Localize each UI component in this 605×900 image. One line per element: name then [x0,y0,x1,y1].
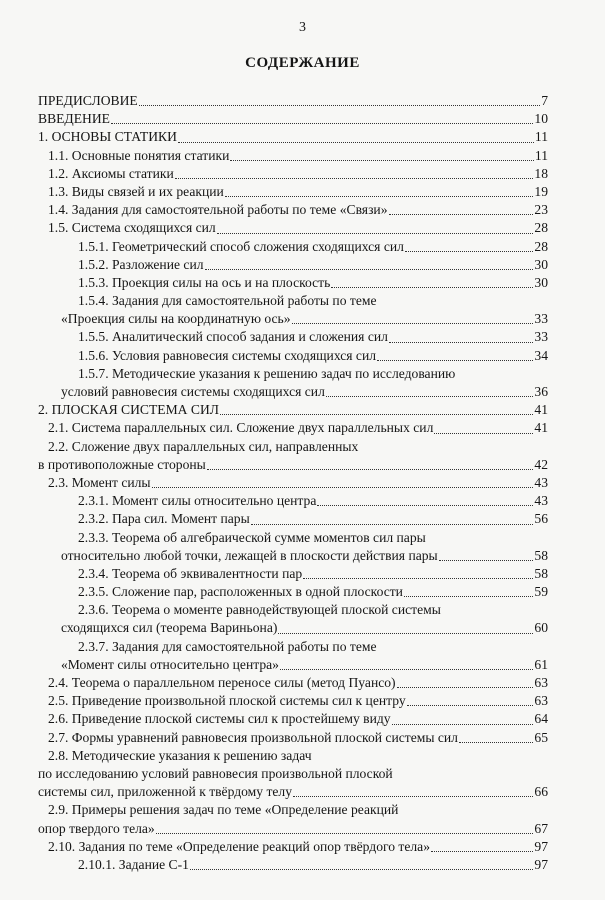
toc-entry-page: 97 [534,856,548,872]
toc-entry-title: 2.10.1. Задание С-1 [78,856,189,872]
toc-entry-title: 1.3. Виды связей и их реакции [48,183,224,199]
toc-entry-title: 2.3.7. Задания для самостоятельной работы по теме [78,638,377,654]
toc-entry-line [38,128,548,146]
dot-leader [220,414,533,415]
toc-entry-line [38,419,548,437]
toc-entry [38,274,548,292]
toc-entry-title: 2.9. Примеры решения задач по теме «Определение реакций [48,802,399,818]
toc-entry [38,347,548,365]
toc-entry [38,529,548,565]
toc-entry-line [38,256,548,274]
toc-entry [38,474,548,492]
toc-entry-page: 58 [534,565,548,581]
toc-entry-line [38,274,548,292]
dot-leader [389,214,534,215]
toc-entry-line [38,729,548,747]
toc-entry-line [38,692,548,710]
toc-entry-line [38,619,548,637]
toc-entry [38,256,548,274]
toc-entry-title: 2.3.3. Теорема об алгебраической сумме моментов сил пары [78,529,426,545]
toc-entry-page: 43 [534,493,548,509]
dot-leader [156,833,534,834]
toc-entry-line [38,583,548,601]
toc-entry-page: 64 [534,711,548,727]
toc-entry-line [38,347,548,365]
dot-leader [377,360,533,361]
dot-leader [392,724,534,725]
toc-entry-page: 63 [534,693,548,709]
dot-leader [139,105,540,106]
toc-entry-title: 1.5.6. Условия равновесия системы сходящихся сил [78,347,377,363]
page-title: СОДЕРЖАНИЕ [245,55,360,71]
dot-leader [178,142,534,143]
toc-entry-title: 2.1. Система параллельных сил. Сложение двух параллельных сил [48,420,434,436]
dot-leader [111,123,533,124]
dot-leader [389,342,533,343]
toc-entry [38,128,548,146]
toc-entry-title: 1. ОСНОВЫ СТАТИКИ [38,129,177,145]
toc-entry-title: ПРЕДИСЛОВИЕ [38,93,138,108]
toc-entry [38,565,548,583]
toc-entry-title: 1.5.7. Методические указания к решению задач по исследованию [78,365,456,381]
toc-entry [38,492,548,510]
toc-entry-page: 65 [534,729,548,745]
dot-leader [405,251,533,252]
toc-entry [38,238,548,256]
toc-entry-line [38,310,548,328]
toc-entry-title: 2.6. Приведение плоской системы сил к простейшему виду [48,711,391,727]
toc-entry-title: 2.3. Момент силы [48,474,151,490]
toc-entry-title: 1.5.2. Разложение сил [78,256,204,272]
toc-entry-page: 30 [534,256,548,272]
toc-entry-line [38,656,548,674]
toc-entry-page: 33 [534,329,548,345]
toc-entry-line [38,183,548,201]
toc-entry-title: относительно любой точки, лежащей в плоскости действия пары [61,547,438,563]
toc-entry [38,419,548,437]
toc-entry [38,601,548,637]
toc-entry-title: 2.4. Теорема о параллельном переносе силы (метод Пуансо) [48,675,396,690]
toc-entry-page: 10 [534,111,548,127]
toc-entry [38,147,548,165]
toc-entry-line [38,201,548,219]
toc-entry-line [38,401,548,419]
toc-entry-title: системы сил, приложенной к твёрдому телу [38,784,293,800]
toc-entry-title: опор твердого тела» [38,820,155,836]
toc-entry-line [38,710,548,728]
toc-entry-line [38,219,548,237]
toc-entry [38,510,548,528]
dot-leader [230,160,534,161]
toc-entry-page: 43 [534,474,548,490]
toc-entry-line [38,820,548,838]
toc-entry-page: 23 [534,202,548,218]
toc-entry-line [38,492,548,510]
toc-entry-line [38,783,548,801]
toc-entry [38,110,548,128]
dot-leader [251,524,534,525]
toc-entry [38,583,548,601]
dot-leader [431,851,533,852]
toc-entry-title: 2.3.6. Теорема о моменте равнодействующей плоской системы [78,602,441,618]
toc-entry-title: 1.5.5. Аналитический способ задания и сложения сил [78,329,388,345]
toc-entry-title: 2.8. Методические указания к решению задач [48,747,312,763]
toc-entry-title: 1.5.1. Геометрический способ сложения сходящихся сил [78,238,404,254]
toc-entry-line [38,165,548,183]
dot-leader [278,633,533,634]
toc-entry-page: 61 [534,656,548,672]
toc-entry [38,801,548,837]
toc-entry-page: 66 [534,784,548,800]
toc-entry [38,165,548,183]
toc-entry-line [38,147,548,165]
toc-entry [38,838,548,856]
toc-entry [38,638,548,674]
toc-entry [38,729,548,747]
dot-leader [205,269,534,270]
toc-entry-line [38,474,548,492]
dot-leader [459,742,533,743]
toc-entry-page: 63 [534,675,548,690]
dot-leader [317,505,533,506]
toc-entry [38,438,548,474]
toc-entry-line [38,856,548,874]
toc-entry-title: по исследованию условий равновесия произвольной плоской [38,765,393,781]
toc-entry-title: 2.3.4. Теорема об эквивалентности пар [78,565,303,581]
dot-leader [190,869,533,870]
toc-entry-title: 1.5.3. Проекция силы на ось и на плоскость [78,274,331,290]
toc-entry-page: 36 [534,384,548,399]
toc-entry-page: 97 [534,838,548,854]
toc-entry-title: «Момент силы относительно центра» [61,656,279,672]
toc-entry-title: 2.7. Формы уравнений равновесия произвольной плоской системы сил [48,729,458,745]
toc-entry-title: 1.4. Задания для самостоятельной работы по теме «Связи» [48,202,388,218]
toc-entry-title: ВВЕДЕНИЕ [38,111,110,127]
toc-entry-page: 7 [541,93,548,108]
dot-leader [152,487,534,488]
toc-entry [38,747,548,802]
toc-entry-line [38,238,548,256]
toc-entry-page: 33 [534,311,548,327]
toc-entry-page: 56 [534,511,548,527]
toc-entry [38,692,548,710]
toc-entry-page: 28 [534,220,548,236]
dot-leader [293,796,533,797]
toc-entry [38,710,548,728]
toc-entry-page: 59 [534,584,548,600]
dot-leader [207,469,534,470]
toc-entry-line [38,383,548,401]
toc-entry-title: 1.5. Система сходящихся сил [48,220,216,236]
toc-entry-page: 34 [534,347,548,363]
toc-entry-title: 2.10. Задания по теме «Определение реакций опор твёрдого тела» [48,838,431,854]
dot-leader [292,323,534,324]
toc-entry [38,219,548,237]
dot-leader [407,705,534,706]
toc-entry [38,674,548,692]
dot-leader [303,578,533,579]
toc-entry-title: 2.3.2. Пара сил. Момент пары [78,511,250,527]
toc-entry-line [38,510,548,528]
dot-leader [404,596,533,597]
toc-entry-page: 28 [534,238,548,254]
toc-entry [38,328,548,346]
toc-entry-line [38,456,548,474]
toc-entry-title: 2.2. Сложение двух параллельных сил, направленных [48,438,359,454]
toc-entry-title: в противоположные стороны [38,456,206,472]
toc-entry-title: сходящихся сил (теорема Вариньона) [61,620,278,636]
dot-leader [326,396,534,397]
toc-entry-line [38,565,548,583]
toc-entry-page: 42 [534,456,548,472]
toc-entry-line [38,838,548,856]
dot-leader [175,178,534,179]
toc-entry-title: 1.2. Аксиомы статики [48,165,174,181]
toc-entry-page: 67 [534,820,548,836]
toc-entry-title: 2.5. Приведение произвольной плоской системы сил к центру [48,693,406,709]
toc-entry-line [38,110,548,128]
toc-entry [38,292,548,328]
toc-entry-title: «Проекция силы на координатную ось» [61,311,291,327]
toc-entry [38,856,548,874]
dot-leader [439,560,534,561]
toc-entry-title: 1.5.4. Задания для самостоятельной работы по теме [78,293,377,309]
dot-leader [397,687,534,688]
dot-leader [225,196,534,197]
toc-entry-line [38,674,548,692]
toc-entry-page: 60 [534,620,548,636]
page-number: 3 [299,20,306,35]
toc-entry-page: 19 [534,183,548,199]
dot-leader [434,433,533,434]
table-of-contents [38,92,548,874]
toc-entry-title: условий равновесия системы сходящихся сил [61,384,325,399]
toc-entry-title: 1.1. Основные понятия статики [48,147,230,163]
toc-entry-page: 11 [534,129,548,145]
toc-entry-page: 30 [534,274,548,290]
toc-entry-line [38,92,548,110]
toc-entry [38,183,548,201]
toc-entry-line [38,328,548,346]
dot-leader [280,669,533,670]
toc-entry-page: 58 [534,547,548,563]
toc-entry [38,401,548,419]
toc-entry-page: 11 [534,147,548,163]
toc-entry-page: 41 [534,420,548,436]
toc-entry [38,92,548,110]
toc-entry [38,365,548,401]
toc-entry-title: 2.3.1. Момент силы относительно центра [78,493,317,509]
toc-entry [38,201,548,219]
dot-leader [217,233,534,234]
toc-entry-page: 41 [534,402,548,418]
toc-entry-title: 2.3.5. Сложение пар, расположенных в одной плоскости [78,584,403,600]
dot-leader [331,287,533,288]
toc-entry-line [38,547,548,565]
toc-entry-title: 2. ПЛОСКАЯ СИСТЕМА СИЛ [38,402,219,418]
toc-entry-page: 18 [534,165,548,181]
